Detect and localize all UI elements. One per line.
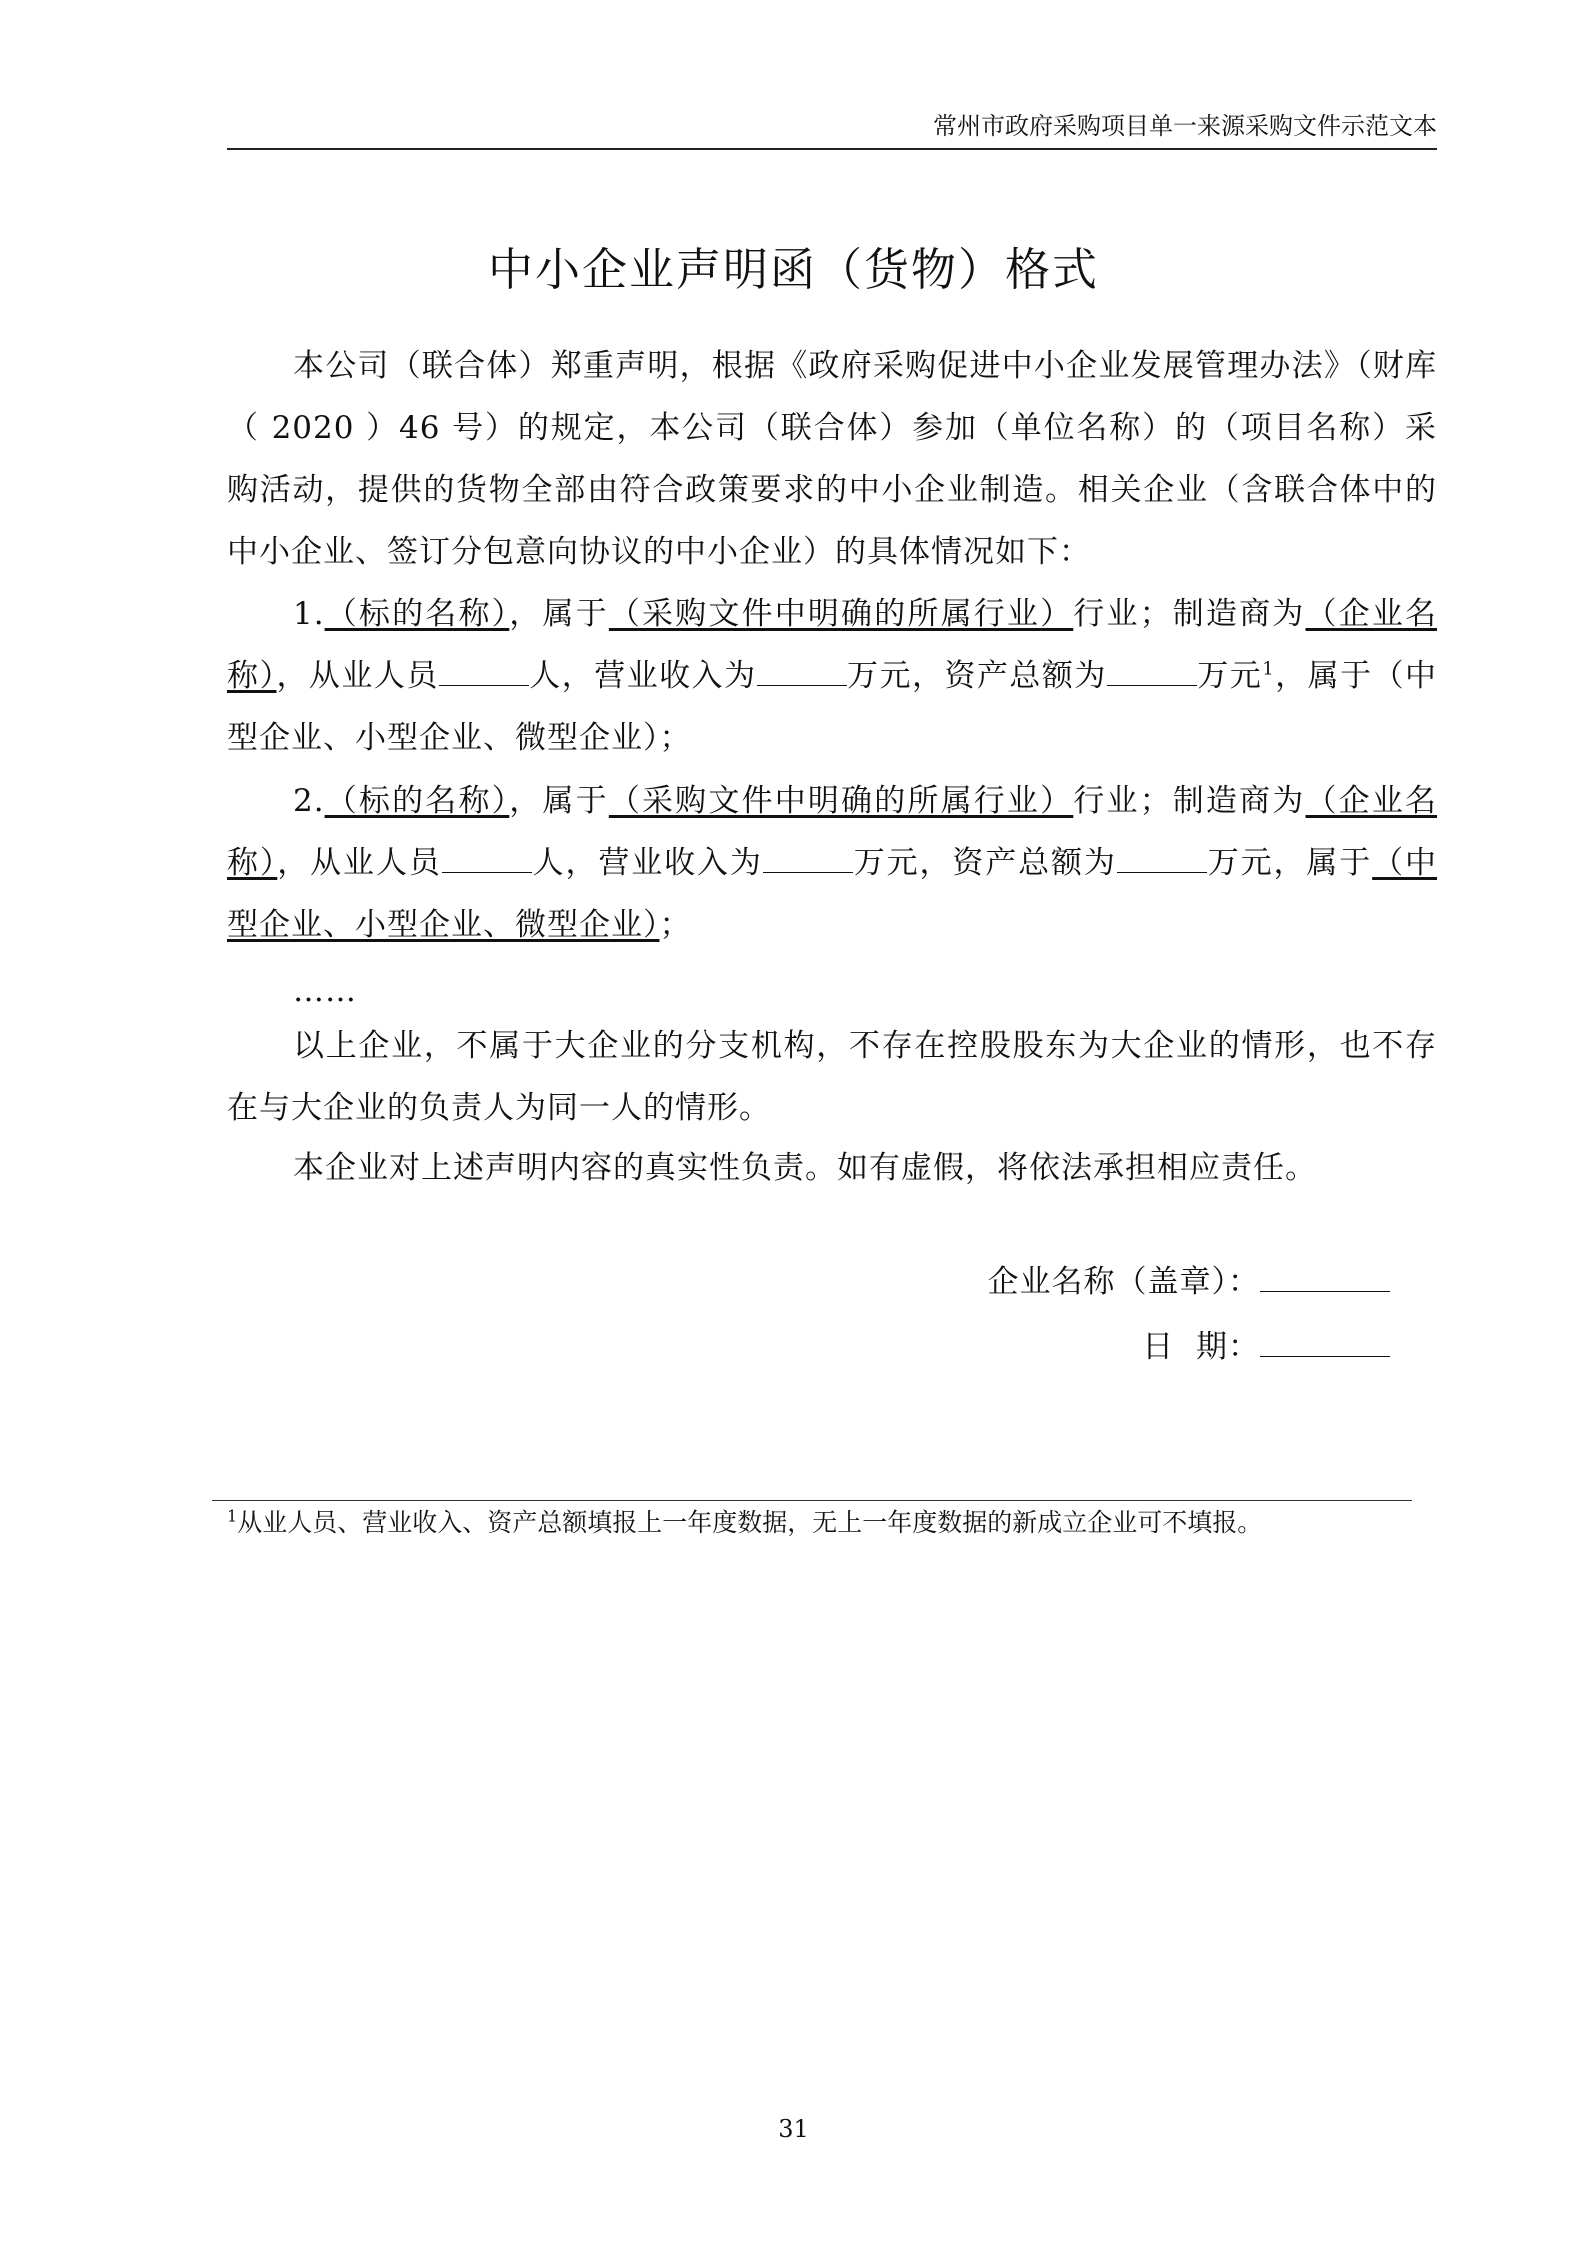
item-2-subject-name: （标的名称）	[324, 783, 510, 819]
statement-paragraph-2: 本企业对上述声明内容的真实性负责。如有虚假，将依法承担相应责任。	[293, 1150, 1317, 1186]
footnote-marker: 1	[227, 1506, 238, 1526]
item-1-number: 1.	[293, 596, 325, 632]
item-2-employees-unit: 人，营业收入为	[531, 845, 763, 881]
item-1-size-options: （中型企业、小型企业、微型企业）	[227, 658, 1438, 756]
item-1-assets-unit: 万元	[1196, 658, 1263, 694]
item-1-paragraph	[227, 583, 1437, 769]
item-2-assets-unit: 万元，属于	[1206, 845, 1373, 881]
item-2-employees-label: ，从业人员	[277, 845, 442, 881]
item-2-size-options: （中型企业、小型企业、微型企业）	[227, 845, 1438, 943]
item-2-end: ；	[659, 907, 692, 943]
item-1-manufacturer: （企业名称）	[227, 596, 1438, 694]
intro-paragraph: 本公司（联合体）郑重声明，根据《政府采购促进中小企业发展管理办法》（财库（ 2020 ）46 号）的规定，本公司（联合体）参加（单位名称）的（项目名称）采购活动，提供的货物全部由符合政策要求的中小企业制造。相关企业（含联合体中的中小企业、签订分包意向协议的中小企业）的具体情况如下：	[227, 348, 1437, 570]
footnote	[227, 1503, 1447, 1543]
item-1-footnote-marker: 1	[1262, 658, 1275, 680]
date-label: 日 期：	[1142, 1329, 1260, 1365]
item-2-manufacturer-prefix: 行业；制造商为	[1073, 783, 1306, 819]
item-1-revenue-unit: 万元，资产总额为	[846, 658, 1107, 694]
page-title: 中小企业声明函（货物）格式	[487, 243, 1099, 296]
item-2-manufacturer: （企业名称）	[227, 783, 1438, 881]
item-1-revenue-blank[interactable]	[757, 657, 847, 686]
item-1-employees-label: ，从业人员	[276, 658, 439, 694]
item-1-manufacturer-prefix: 行业；制造商为	[1073, 596, 1306, 632]
item-2-belongs-to: ，属于	[509, 783, 609, 819]
item-1-belongs-label: ，属于	[1274, 658, 1373, 694]
date-signature-line	[700, 1322, 1390, 1372]
date-blank[interactable]	[1260, 1328, 1390, 1357]
page-number: 31	[778, 2115, 809, 2143]
item-2-employees-blank[interactable]	[442, 844, 532, 873]
footnote-divider	[212, 1500, 1412, 1501]
item-2-assets-blank[interactable]	[1117, 844, 1207, 873]
item-2-paragraph	[227, 770, 1437, 956]
item-2-industry: （采购文件中明确的所属行业）	[608, 783, 1074, 819]
running-header-title: 常州市政府采购项目单一来源采购文件示范文本	[933, 112, 1437, 140]
item-1-belongs-to: ，属于	[509, 596, 609, 632]
item-1-subject-name: （标的名称）	[324, 596, 510, 632]
company-name-label: 企业名称（盖章）：	[987, 1264, 1260, 1300]
item-1-employees-blank[interactable]	[439, 657, 529, 686]
item-1-end: ；	[659, 720, 692, 756]
ellipsis: ……	[293, 973, 357, 1009]
company-signature-line	[700, 1257, 1390, 1307]
running-header	[227, 108, 1437, 150]
item-2-revenue-unit: 万元，资产总额为	[852, 845, 1117, 881]
item-2-number: 2.	[293, 783, 325, 819]
statement-paragraph-1: 以上企业，不属于大企业的分支机构，不存在控股股东为大企业的情形，也不存在与大企业的负责人为同一人的情形。	[227, 1028, 1437, 1126]
item-1-employees-unit: 人，营业收入为	[528, 658, 757, 694]
item-2-revenue-blank[interactable]	[763, 844, 853, 873]
footnote-text: 从业人员、营业收入、资产总额填报上一年度数据，无上一年度数据的新成立企业可不填报。	[237, 1508, 1263, 1537]
company-name-blank[interactable]	[1260, 1263, 1390, 1292]
item-1-industry: （采购文件中明确的所属行业）	[608, 596, 1074, 632]
item-1-assets-blank[interactable]	[1107, 657, 1197, 686]
